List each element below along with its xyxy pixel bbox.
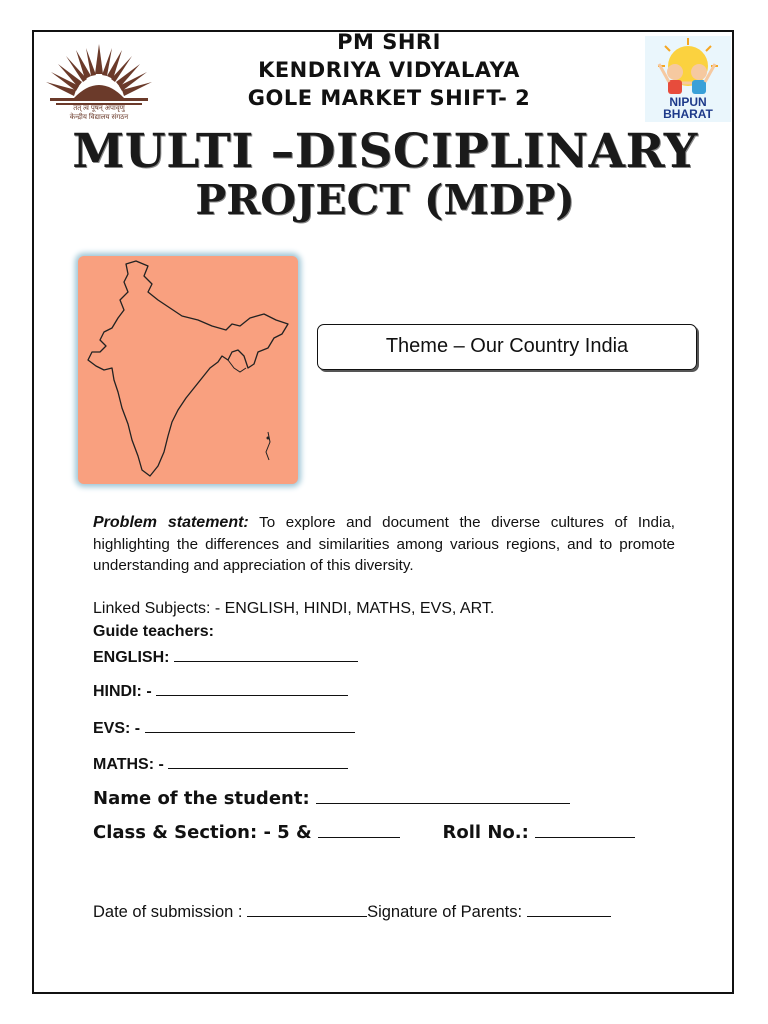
linked-subjects: Linked Subjects: - ENGLISH, HINDI, MATHS, EVS, ART.	[93, 600, 495, 617]
bharat-text: BHARAT	[663, 107, 713, 121]
student-name-row	[93, 788, 570, 809]
problem-statement-text: To explore and document the diverse cultures of India, highlighting the differences and similarities among various regions, and to promote understanding and appreciation of this diversity.	[93, 514, 675, 574]
problem-statement-label: Problem statement:	[93, 514, 249, 531]
guide-teachers-heading: Guide teachers:	[93, 623, 214, 640]
class-roll-row	[93, 822, 635, 843]
project-title-line1: MULTI –DISCIPLINARY	[72, 124, 698, 179]
student-name-label: Name of the student:	[93, 788, 310, 809]
student-name-blank[interactable]	[316, 789, 570, 804]
footer-row	[93, 902, 611, 922]
evs-teacher-blank[interactable]	[145, 718, 355, 733]
hindi-teacher-blank[interactable]	[156, 681, 348, 696]
evs-teacher-row	[93, 718, 355, 738]
date-blank[interactable]	[247, 902, 367, 917]
nipun-bharat-logo	[645, 36, 731, 122]
hindi-teacher-label: HINDI: -	[93, 683, 152, 700]
school-name: KENDRIYA VIDYALAYA	[258, 58, 520, 82]
parent-signature-label: Signature of Parents:	[367, 903, 523, 921]
signature-blank[interactable]	[527, 902, 611, 917]
section-blank[interactable]	[318, 823, 400, 838]
english-teacher-row	[93, 647, 358, 667]
school-prefix: PM SHRI	[337, 30, 441, 54]
school-branch: GOLE MARKET SHIFT- 2	[247, 86, 531, 110]
english-teacher-blank[interactable]	[174, 647, 358, 662]
roll-number-blank[interactable]	[535, 823, 635, 838]
problem-statement	[93, 512, 675, 577]
roll-number-label: Roll No.:	[442, 822, 529, 843]
nipun-text: NIPUN	[669, 95, 707, 109]
english-teacher-label: ENGLISH:	[93, 649, 170, 666]
date-of-submission-label: Date of submission :	[93, 903, 243, 921]
evs-teacher-label: EVS: -	[93, 720, 141, 737]
theme-box: Theme – Our Country India	[317, 324, 697, 370]
india-map-panel	[78, 256, 298, 484]
logo-org-name: केन्द्रीय विद्यालय संगठन	[69, 114, 129, 121]
maths-teacher-row	[93, 754, 348, 774]
india-map-outline-icon	[78, 256, 298, 484]
class-section-label: Class & Section: - 5 &	[93, 822, 312, 843]
maths-teacher-label: MATHS: -	[93, 756, 164, 773]
kvs-logo	[36, 34, 162, 126]
hindi-teacher-row	[93, 681, 348, 701]
maths-teacher-blank[interactable]	[168, 754, 348, 769]
project-title-line2: PROJECT (MDP)	[195, 176, 575, 224]
logo-motto: तत् त्वं पूषन् अपावृणु	[73, 105, 125, 112]
